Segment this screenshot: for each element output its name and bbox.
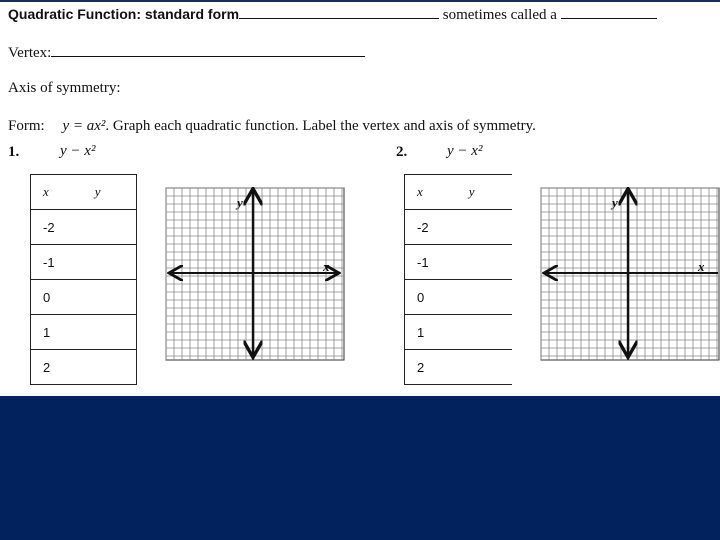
table-cell-x: -1 xyxy=(31,245,137,280)
table-row[interactable] xyxy=(405,245,513,280)
table-cell-x: 2 xyxy=(31,350,137,385)
table-cell-x: 1 xyxy=(31,315,137,350)
also-called-blank[interactable] xyxy=(561,4,657,19)
form-line xyxy=(8,118,536,135)
form-equation: y = ax² xyxy=(62,118,106,134)
vertex-line xyxy=(8,42,365,62)
coordinate-grid-1[interactable] xyxy=(165,187,345,361)
table-cell-x: 0 xyxy=(31,280,137,315)
value-table-1 xyxy=(30,174,137,385)
table-header-row xyxy=(405,175,513,210)
problem-2-equation: y − x² xyxy=(447,143,483,159)
axis-of-symmetry-label: Axis of symmetry: xyxy=(8,80,121,96)
table-header-row xyxy=(31,175,137,210)
table-row[interactable] xyxy=(31,315,137,350)
value-table-2 xyxy=(404,174,512,385)
top-rule xyxy=(0,0,720,2)
table-row[interactable] xyxy=(31,350,137,385)
y-axis-label: y xyxy=(612,195,618,210)
table-row[interactable] xyxy=(405,315,513,350)
axis-line xyxy=(8,80,121,97)
table-cell-x: 2 xyxy=(405,350,513,385)
problem-1-equation: y − x² xyxy=(60,143,96,159)
table-header-x: x xyxy=(43,184,49,199)
form-name-blank[interactable] xyxy=(239,4,439,19)
footer-bar xyxy=(0,396,720,540)
x-axis-label: x xyxy=(698,259,705,274)
problem-1-number: 1. xyxy=(8,144,20,160)
problem-2-number: 2. xyxy=(396,144,408,160)
form-instructions: . Graph each quadratic function. Label the vertex and axis of symmetry. xyxy=(105,118,536,134)
table-row[interactable] xyxy=(405,350,513,385)
x-axis-label: x xyxy=(323,259,330,274)
table-row[interactable] xyxy=(31,245,137,280)
table-cell-x: -2 xyxy=(405,210,513,245)
table-header-y: y xyxy=(94,184,101,199)
table-header-y: y xyxy=(468,184,475,199)
y-axis-label: y xyxy=(237,195,243,210)
table-row[interactable] xyxy=(405,210,513,245)
table-row[interactable] xyxy=(31,210,137,245)
table-row[interactable] xyxy=(31,280,137,315)
coordinate-grid-2[interactable] xyxy=(540,187,720,361)
vertex-blank[interactable] xyxy=(51,42,365,57)
title-line xyxy=(8,4,657,24)
title-label: Quadratic Function: standard form xyxy=(8,6,240,22)
table-cell-x: 0 xyxy=(405,280,513,315)
table-cell-x: -2 xyxy=(31,210,137,245)
vertex-label: Vertex: xyxy=(8,45,52,61)
also-called-label: sometimes called a xyxy=(442,7,557,23)
form-label: Form: xyxy=(8,118,45,134)
table-row[interactable] xyxy=(405,280,513,315)
table-cell-x: -1 xyxy=(405,245,513,280)
table-header-x: x xyxy=(417,184,423,199)
table-cell-x: 1 xyxy=(405,315,513,350)
